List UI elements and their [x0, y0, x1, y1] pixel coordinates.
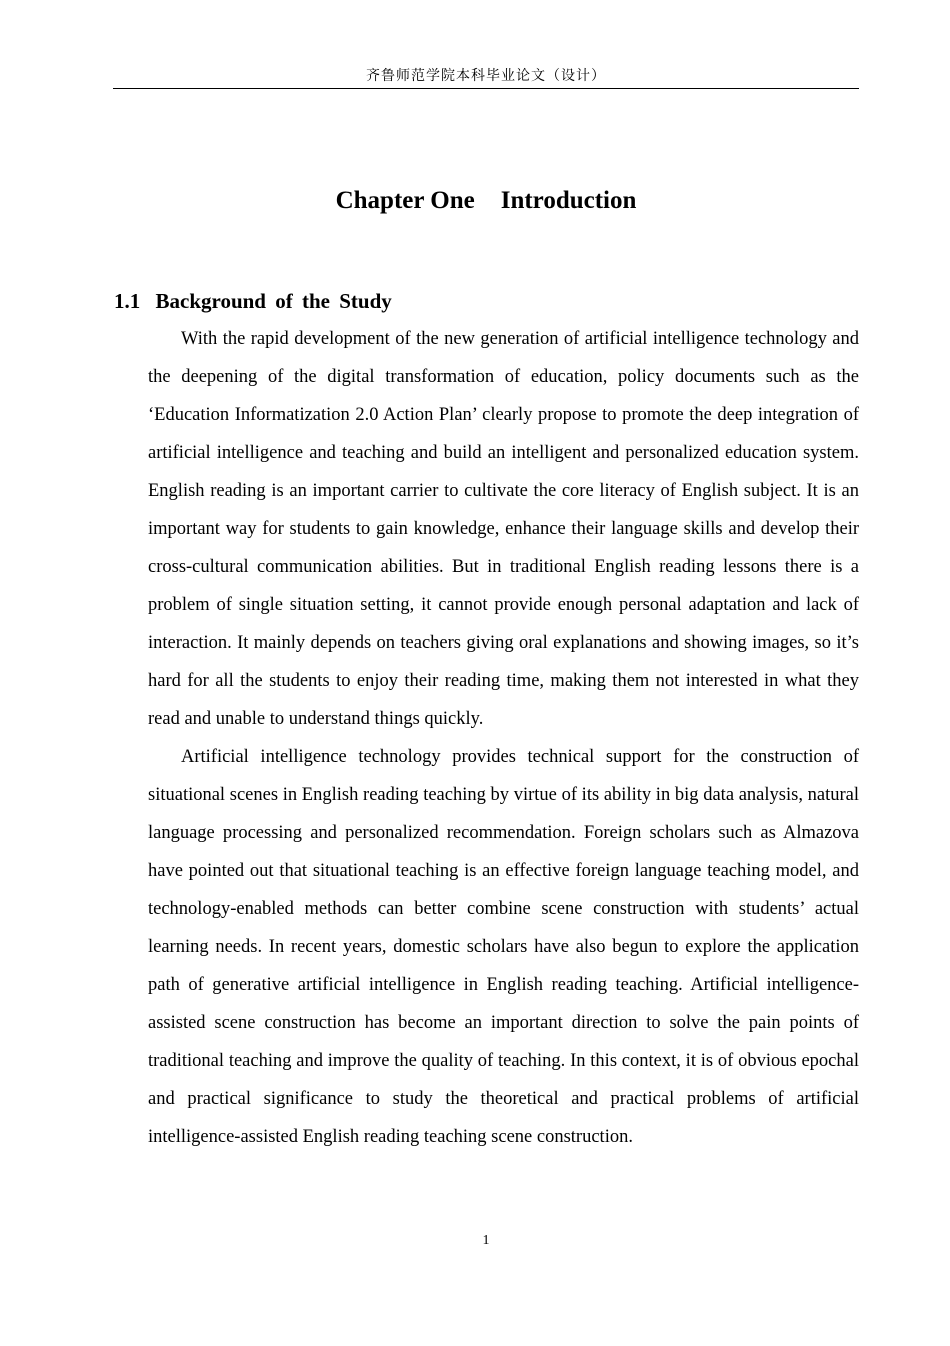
section-number: 1.1: [114, 289, 141, 313]
chapter-label: Chapter One: [335, 187, 475, 214]
section-title: Background of the Study: [155, 289, 392, 313]
page-number: 1: [482, 1233, 490, 1248]
section-heading: [114, 286, 392, 316]
running-header-text: 齐鲁师范学院本科毕业论文（设计）: [366, 68, 606, 84]
chapter-name: Introduction: [500, 187, 637, 214]
running-header: [113, 66, 859, 89]
body-text: [148, 320, 859, 1156]
chapter-title: [113, 185, 859, 217]
paragraph: Artificial intelligence technology provides technical support for the construction of situational scenes in English reading teaching by virtue of its ability in big data analysis, natural language processing and personalized recommendation. Foreign scholars such as Almazova have pointed out that situational teaching is an effective foreign language teaching model, and technology-enabled methods can better combine scene construction with students’ actual learning needs. In recent years, domestic scholars have also begun to explore the application path of generative artificial intelligence in English reading teaching. Artificial intelligence-assisted scene construction has become an important direction to solve the pain points of traditional teaching and improve the quality of teaching. In this context, it is of obvious epochal and practical significance to study the theoretical and practical problems of artificial intelligence-assisted English reading teaching scene construction.: [148, 747, 859, 1147]
paragraph: With the rapid development of the new generation of artificial intelligence technology and the deepening of the digital transformation of education, policy documents such as the ‘Education Informatization 2.0 Action Plan’ clearly propose to promote the deep integration of artificial intelligence and teaching and build an intelligent and personalized education system. English reading is an important carrier to cultivate the core literacy of English subject. It is an important way for students to gain knowledge, enhance their language skills and develop their cross-cultural communication abilities. But in traditional English reading lessons there is a problem of single situation setting, it cannot provide enough personal adaptation and lack of interaction. It mainly depends on teachers giving oral explanations and showing images, so it’s hard for all the students to enjoy their reading time, making them not interested in what they read and unable to understand things quickly.: [148, 329, 859, 729]
